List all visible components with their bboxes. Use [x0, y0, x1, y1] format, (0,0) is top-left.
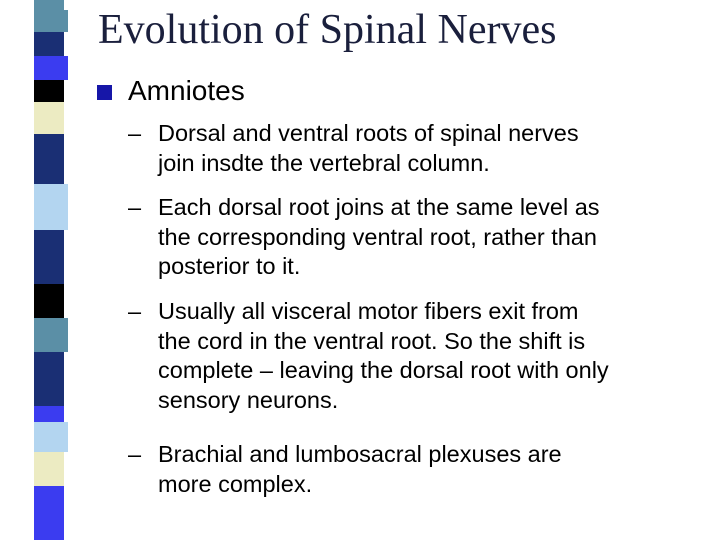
decorative-block-stripe — [0, 0, 68, 540]
sub-bullet-text: Dorsal and ventral roots of spinal nerves — [158, 120, 579, 146]
sub-bullet-text: sensory neurons. — [158, 386, 339, 413]
sub-bullet-text: join insdte the vertebral column. — [158, 149, 490, 176]
dash-bullet: – — [128, 298, 142, 324]
dash-bullet: – — [128, 441, 142, 467]
sub-bullet-text: posterior to it. — [158, 253, 301, 280]
dash-bullet: – — [128, 194, 142, 220]
slide-title: Evolution of Spinal Nerves — [98, 7, 557, 53]
sub-bullet-3 — [128, 297, 609, 415]
bullet-item-amniotes — [97, 75, 245, 107]
sub-bullet-text: Usually all visceral motor fibers exit from — [158, 298, 579, 324]
sub-bullet-4 — [128, 440, 562, 499]
sub-bullet-text: Brachial and lumbosacral plexuses are — [158, 441, 562, 467]
sub-bullet-text: more complex. — [158, 470, 313, 497]
sub-bullet-1 — [128, 119, 579, 178]
sub-bullet-text: complete – leaving the dorsal root with only — [158, 357, 609, 384]
sub-bullet-2 — [128, 193, 600, 282]
sub-bullet-text: the cord in the ventral root. So the shift is — [158, 327, 586, 354]
sub-bullet-text: Each dorsal root joins at the same level as — [158, 194, 600, 220]
square-bullet-icon — [97, 85, 112, 100]
bullet-text: Amniotes — [128, 75, 245, 106]
sub-bullet-text: the corresponding ventral root, rather than — [158, 223, 597, 250]
dash-bullet: – — [128, 120, 142, 146]
